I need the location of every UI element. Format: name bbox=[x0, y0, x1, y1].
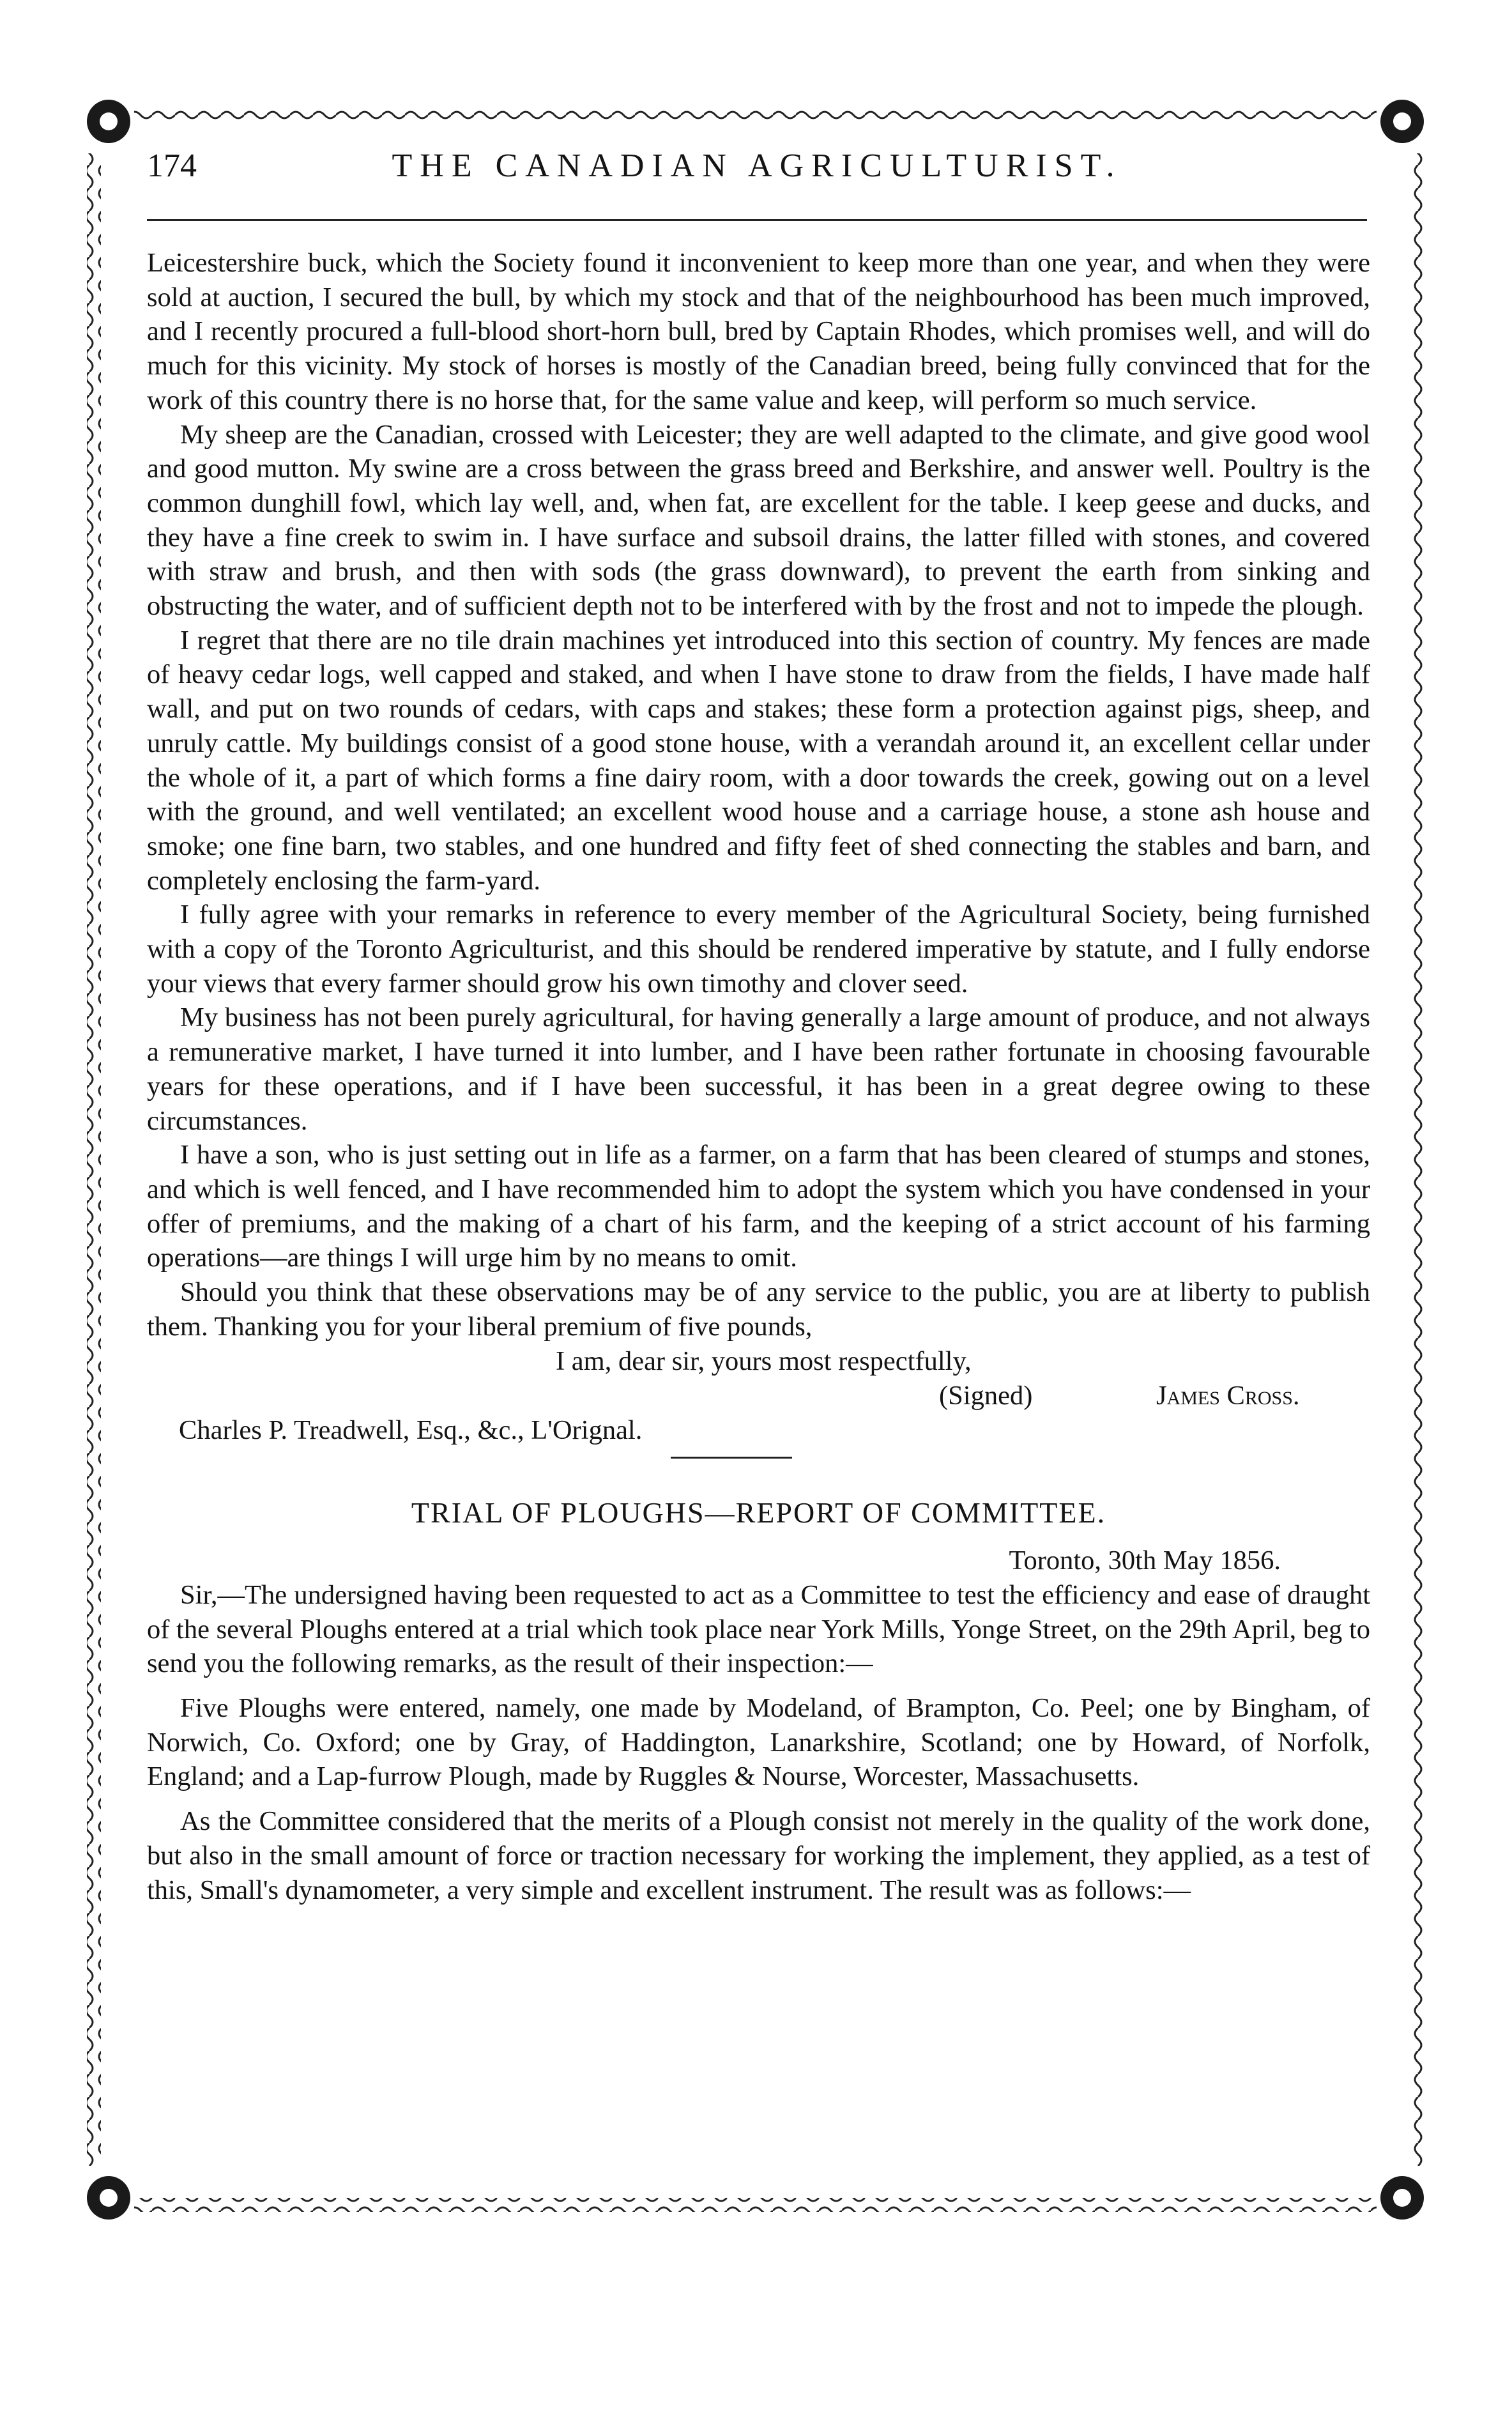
top-border-wave bbox=[134, 107, 1377, 121]
report-paragraph: Five Ploughs were entered, namely, one made by Modeland, of Brampton, Co. Peel; one by Bingham, of Norwich, Co. Oxford; one by Gray, of Haddington, Lanarkshire, Scotland; one by Howard, of Norfolk, England; and a Lap-furrow Plough, made by Ruggles & Nourse, Worcester, Massachusetts. bbox=[147, 1693, 1370, 1792]
letter-paragraph: Should you think that these observations may be of any service to the public, you are at liberty to publish them. Thanking you for your liberal premium of five pounds, bbox=[147, 1277, 1370, 1342]
left-border-wave bbox=[87, 153, 101, 2166]
running-title: THE CANADIAN AGRICULTURIST. bbox=[392, 148, 1122, 184]
section-separator-rule bbox=[671, 1457, 792, 1459]
letter-paragraph: My sheep are the Canadian, crossed with Leicester; they are well adapted to the climate, and give good wool and good mutton. My swine are a cross between the grass breed and Berkshire, and answer well. Poultry is the common dunghill fowl, which lay well, and, when fat, are excellent for the table. I keep geese and ducks, and they have a fine creek to swim in. I have surface and subsoil drains, the latter filled with stones, and covered with straw and brush, and then with sods (the grass downward), to prevent the earth from sinking and obstructing the water, and of sufficient depth not to be interfered with by the frost and not to impede the plough. bbox=[147, 419, 1370, 622]
header-rule bbox=[147, 219, 1367, 221]
report-paragraph: Sir,—The undersigned having been requested to act as a Committee to test the efficiency and ease of draught of the several Ploughs entered at a trial which took place near York Mills, Yonge Street, on the 29th April, beg to send you the following remarks, as the result of their inspection:— bbox=[147, 1579, 1370, 1679]
page-number: 174 bbox=[147, 148, 197, 184]
right-border-wave bbox=[1410, 153, 1424, 2166]
letter-paragraph: I fully agree with your remarks in reference to every member of the Agricultural Society, being furnished with a copy of the Toronto Agriculturist, and this should be rendered imperative by statute, and I fully endorse your views that every farmer should grow his own timothy and clover seed. bbox=[147, 900, 1370, 999]
letter-paragraph: Leicestershire buck, which the Society found it inconvenient to keep more than one year, and when they were sold at auction, I secured the bull, by which my stock and that of the neighbourhood has been much improved, and I recently procured a full-blood short-horn bull, bred by Captain Rhodes, which promises well, and will do much for this vicinity. My stock of horses is mostly of the Canadian breed, being fully convinced that for the work of this country there is no horse that, for the same value and keep, will perform so much service. bbox=[147, 248, 1370, 415]
addressee: Charles P. Treadwell, Esq., &c., L'Orignal. bbox=[179, 1415, 643, 1445]
bottom-border-wave bbox=[134, 2198, 1377, 2212]
signed-note: (Signed) bbox=[939, 1380, 1033, 1411]
signature: James Cross. bbox=[1156, 1380, 1300, 1411]
section-title: TRIAL OF PLOUGHS—REPORT OF COMMITTEE. bbox=[411, 1496, 1106, 1529]
complimentary-close: I am, dear sir, yours most respectfully, bbox=[556, 1346, 972, 1376]
report-paragraph: As the Committee considered that the merits of a Plough consist not merely in the quality of the work done, but also in the small amount of force or traction necessary for working the implement, they applied, as a test of this, Small's dynamometer, a very simple and excellent instrument. The result was as follows:— bbox=[147, 1806, 1370, 1905]
letter-paragraph: I regret that there are no tile drain machines yet introduced into this section of country. My fences are made of heavy cedar logs, well capped and staked, and when I have stone to draw from the fields, I have made half wall, and put on two rounds of cedars, with caps and stakes; these form a protection against pigs, sheep, and unruly cattle. My buildings consist of a good stone house, with a verandah around it, an excellent cellar under the whole of it, a part of which forms a fine dairy room, with a door towards the creek, gowing out on a level with the ground, and well ventilated; an excellent wood house and a carriage house, a stone ash house and smoke; one fine barn, two stables, and one hundred and fifty feet of shed connecting the stables and barn, and completely enclosing the farm-yard. bbox=[147, 625, 1370, 896]
letter-paragraph: My business has not been purely agricultural, for having generally a large amount of produce, and not always a remunerative market, I have turned it into lumber, and I have been rather fortunate in choosing favourable years for these operations, and if I have been successful, it has been in a great degree owing to these circumstances. bbox=[147, 1002, 1370, 1136]
page-header bbox=[147, 141, 1367, 211]
page-body bbox=[147, 246, 1370, 1907]
letter-closing-block bbox=[147, 1344, 1370, 1448]
letter-paragraph: I have a son, who is just setting out in life as a farmer, on a farm that has been cleared of stumps and stones, and which is well fenced, and I have recommended him to adopt the system which you have condensed in your offer of premiums, and the making of a chart of his farm, and the keeping of a strict account of his farming operations—are things I will urge him by no means to omit. bbox=[147, 1140, 1370, 1273]
report-dateline: Toronto, 30th May 1856. bbox=[1009, 1545, 1281, 1576]
